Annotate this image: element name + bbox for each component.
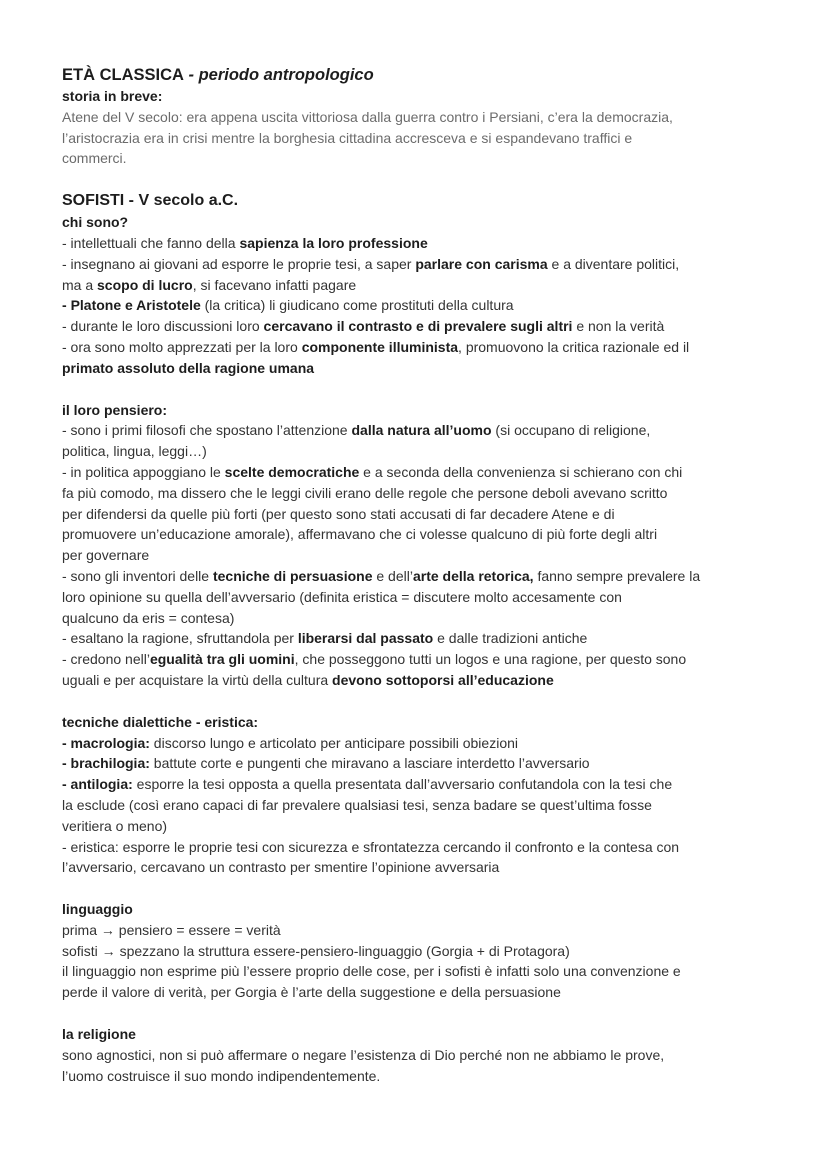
bullet-line: - in politica appoggiano le scelte democratiche e a seconda della convenienza si schierano con chi [62, 463, 683, 480]
bullet-line: loro opinione su quella dell’avversario (definita eristica = discutere molto accesamente con [62, 588, 622, 605]
section-linguaggio [62, 899, 768, 1003]
bullet-line: - sono i primi filosofi che spostano l’attenzione dalla natura all’uomo (si occupano di religione, [62, 422, 651, 439]
heading-pensiero: il loro pensiero: [62, 401, 168, 418]
text-line: perde il valore di verità, per Gorgia è l’arte della suggestione e della persuasione [62, 984, 561, 1001]
bullet-line: - credono nell’egualità tra gli uomini, che posseggono tutti un logos e una ragione, per questo sono [62, 651, 687, 668]
title-main: ETÀ CLASSICA [62, 66, 184, 84]
bullet-line: veritiera o meno) [62, 817, 168, 834]
bullet-line: l’avversario, cercavano un contrasto per smentire l’opinione avversaria [62, 859, 500, 876]
text-line: il linguaggio non esprime più l’essere proprio delle cose, per i sofisti è infatti solo una convenzione e [62, 963, 681, 980]
title-sub: - periodo antropologico [183, 66, 374, 84]
bullet-line: - intellettuali che fanno della sapienza la loro professione [62, 234, 428, 251]
heading-linguaggio: linguaggio [62, 901, 133, 918]
document-page [62, 64, 768, 1086]
bullet-line: per governare [62, 547, 150, 564]
bullet-line: - ora sono molto apprezzati per la loro componente illuminista, promuovono la critica razionale ed il [62, 338, 690, 355]
text-line: prima → pensiero = essere = verità [62, 921, 281, 938]
bullet-line: - insegnano ai giovani ad esporre le proprie tesi, a saper parlare con carisma e a diventare politici, [62, 255, 680, 272]
bullet-line: qualcuno da eris = contesa) [62, 609, 235, 626]
text-line: l’uomo costruisce il suo mondo indipendentemente. [62, 1067, 381, 1084]
bullet-line: per difendersi da quelle più forti (per questo sono stati accusati di far decadere Atene e di [62, 505, 615, 522]
heading-religione: la religione [62, 1026, 136, 1043]
storia-line: commerci. [62, 150, 127, 167]
page-title [62, 64, 768, 86]
bullet-line: politica, lingua, leggi…) [62, 443, 207, 460]
bullet-line: la esclude (così erano capaci di far prevalere qualsiasi tesi, senza badare se quest’ultima fosse [62, 796, 652, 813]
section-storia [62, 86, 768, 169]
bullet-line: - brachilogia: battute corte e pungenti che miravano a lasciare interdetto l’avversario [62, 755, 590, 772]
section-tecniche [62, 712, 768, 878]
bullet-line: fa più comodo, ma dissero che le leggi civili erano delle regole che persone deboli avevano scritto [62, 484, 668, 501]
heading-sofisti: SOFISTI - V secolo a.C. [62, 192, 239, 210]
bullet-line: promuovere un’educazione amorale), affermavano che ci volesse qualcuno di più forte degli altri [62, 526, 658, 543]
heading-tecniche: tecniche dialettiche - eristica: [62, 713, 259, 730]
section-religione [62, 1024, 768, 1086]
bullet-line: - macrologia: discorso lungo e articolato per anticipare possibili obiezioni [62, 734, 519, 751]
storia-line: l’aristocrazia era in crisi mentre la borghesia cittadina accresceva e si espandevano traffici e [62, 129, 633, 146]
text-line: sofisti → spezzano la struttura essere-pensiero-linguaggio (Gorgia + di Protagora) [62, 942, 570, 959]
heading-storia: storia in breve: [62, 88, 163, 104]
bullet-line: - durante le loro discussioni loro cercavano il contrasto e di prevalere sugli altri e non la verità [62, 318, 665, 335]
bullet-line: - sono gli inventori delle tecniche di persuasione e dell’arte della retorica, fanno sempre prevalere la [62, 567, 701, 584]
bullet-line: - eristica: esporre le proprie tesi con sicurezza e sfrontatezza cercando il confronto e la contesa con [62, 838, 680, 855]
section-pensiero [62, 400, 768, 691]
bullet-line: primato assoluto della ragione umana [62, 359, 315, 376]
subheading-chi-sono: chi sono? [62, 214, 129, 231]
storia-line: Atene del V secolo: era appena uscita vittoriosa dalla guerra contro i Persiani, c’era la democrazia, [62, 108, 673, 125]
bullet-line: - esaltano la ragione, sfruttandola per liberarsi dal passato e dalle tradizioni antiche [62, 630, 588, 647]
bullet-line: - antilogia: esporre la tesi opposta a quella presentata dall’avversario confutandola con la tesi che [62, 776, 673, 793]
text-line: sono agnostici, non si può affermare o negare l’esistenza di Dio perché non ne abbiamo le prove, [62, 1046, 665, 1063]
bullet-line: - Platone e Aristotele (la critica) li giudicano come prostituti della cultura [62, 297, 514, 314]
bullet-line: uguali e per acquistare la virtù della cultura devono sottoporsi all’educazione [62, 671, 554, 688]
bullet-line: ma a scopo di lucro, si facevano infatti pagare [62, 276, 357, 293]
section-sofisti [62, 190, 768, 378]
